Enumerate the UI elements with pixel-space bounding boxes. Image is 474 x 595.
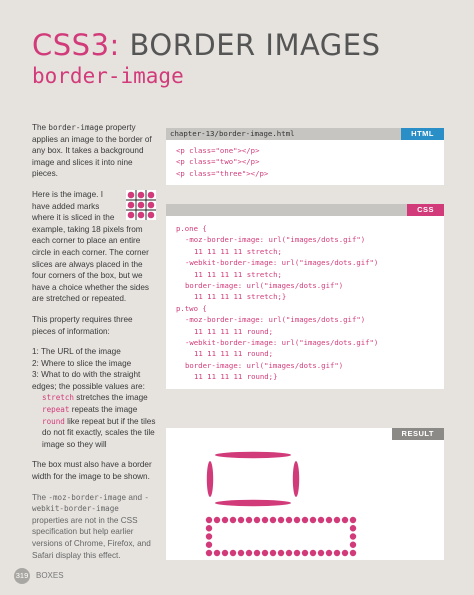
page-title [32, 28, 381, 62]
page-footer [14, 568, 64, 584]
css-code-line: -webkit-border-image: url("images/dots.gif") [185, 258, 379, 268]
css-code-line: p.two { [176, 303, 207, 313]
border-dot [318, 517, 324, 523]
repeat-keyword: repeat [42, 405, 70, 415]
css-code-line: border-image: url("images/dots.gif") [185, 360, 344, 370]
list-item-3: 3: What to do with the straight edges; the possible values are: [32, 370, 145, 391]
border-dot [318, 550, 324, 556]
page-number: 319 [14, 568, 30, 584]
border-dot [302, 517, 308, 523]
round-desc: like repeat but if the tiles do not fit exactly, scales the tile image so they will [42, 416, 156, 449]
border-dot [206, 542, 212, 548]
border-dot [222, 550, 228, 556]
border-dot [238, 517, 244, 523]
css-code-line: -moz-border-image: url("images/dots.gif") [185, 315, 366, 325]
title-accent: CSS3: [32, 28, 120, 62]
page-subtitle: border-image [32, 64, 184, 88]
border-dot [342, 550, 348, 556]
html-code-line: <p class="two"></p> [176, 157, 260, 167]
border-dot [326, 517, 332, 523]
result-panel [166, 428, 444, 560]
border-dot [326, 550, 332, 556]
border-dot [206, 525, 212, 531]
border-dot [278, 517, 284, 523]
border-dot [350, 533, 356, 539]
border-dot [334, 517, 340, 523]
border-dot [286, 517, 292, 523]
dots-slice-image [126, 190, 156, 220]
intro-note [32, 492, 156, 562]
note-b: and [126, 492, 145, 502]
intro-paragraph-1 [32, 122, 156, 180]
value-stretch [32, 393, 148, 402]
html-code-body [166, 140, 444, 185]
title-text: BORDER IMAGES [119, 28, 381, 62]
css-code-line: p.one { [176, 224, 207, 233]
border-dot [278, 550, 284, 556]
border-dot [286, 550, 292, 556]
intro-paragraph-2 [32, 189, 156, 305]
stretch-border-example [207, 452, 299, 506]
intro-text [32, 122, 156, 570]
list-item-2: 2: Where to slice the image [32, 358, 132, 368]
border-dot [350, 517, 356, 523]
border-dot [230, 550, 236, 556]
stretched-right-edge [293, 461, 299, 497]
css-code-line: 11 11 11 11 stretch;} [194, 292, 287, 302]
border-dot [294, 550, 300, 556]
note-code-moz: -moz-border-image [48, 492, 127, 502]
result-panel-header [166, 428, 444, 440]
stretch-keyword: stretch [42, 393, 75, 403]
intro-p1-pre: The [32, 123, 49, 132]
border-dot [350, 550, 356, 556]
border-dot [294, 517, 300, 523]
intro-p1-post: property applies an image to the border of any box. It takes a background image and slices it into nine pieces. [32, 123, 152, 179]
css-tag: CSS [407, 204, 444, 216]
css-code-body [166, 216, 444, 389]
border-dot [214, 550, 220, 556]
note-code-webkit: -webkit-border-image [32, 492, 149, 514]
html-code-line: <p class="one"></p> [176, 146, 260, 155]
repeat-desc: repeats the image [69, 405, 138, 415]
border-dot [262, 550, 268, 556]
intro-p1-code: border-image [48, 123, 104, 132]
value-repeat [32, 405, 137, 414]
css-code-line: 11 11 11 11 round; [194, 326, 274, 336]
html-panel-header [166, 128, 444, 140]
border-dot [206, 533, 212, 539]
css-panel-header [166, 204, 444, 216]
css-code-line: 11 11 11 11 round; [194, 349, 274, 359]
round-border-example [206, 517, 356, 556]
html-code-line: <p class="three"></p> [176, 168, 269, 178]
css-code-line: -webkit-border-image: url("images/dots.gif") [185, 338, 379, 348]
intro-paragraph-4: The box must also have a border width for the image to be shown. [32, 460, 152, 482]
border-dot [350, 525, 356, 531]
border-dot [222, 517, 228, 523]
border-dot [246, 550, 252, 556]
result-preview [166, 440, 444, 560]
value-round [32, 416, 156, 451]
border-dot [254, 517, 260, 523]
border-dot [310, 517, 316, 523]
css-code-line: 11 11 11 11 stretch; [194, 246, 282, 256]
intro-p2-text: Here is the image. I have added marks where it is sliced in the example, taking 18 pixels from each corner to place an entire circle in each corner. The corner slices are always placed in the four corners of the box, but we have a choice whether the sides are stretched or repeated. [32, 189, 149, 304]
border-dot [206, 517, 212, 523]
border-dot [230, 517, 236, 523]
border-dot [350, 542, 356, 548]
stretch-desc: stretches the image [74, 393, 148, 403]
border-dot [334, 550, 340, 556]
section-name: BOXES [36, 571, 64, 580]
css-code-line: 11 11 11 11 round;} [194, 372, 278, 382]
css-code-panel [166, 204, 444, 389]
html-tag: HTML [401, 128, 444, 140]
border-dot [246, 517, 252, 523]
border-dot [206, 550, 212, 556]
html-code-panel [166, 128, 444, 185]
result-tag: RESULT [392, 428, 444, 440]
stretched-top-edge [215, 452, 291, 458]
intro-paragraph-3: This property requires three pieces of information: [32, 314, 133, 336]
round-keyword: round [42, 416, 65, 426]
border-dot [254, 550, 260, 556]
stretched-left-edge [207, 461, 213, 497]
intro-list [32, 346, 156, 450]
page-header [32, 28, 381, 90]
list-item-1: 1: The URL of the image [32, 347, 121, 357]
border-dot [238, 550, 244, 556]
border-dot [310, 550, 316, 556]
border-dot [262, 517, 268, 523]
html-panel-filename: chapter-13/border-image.html [170, 129, 295, 138]
css-code-line: 11 11 11 11 stretch; [194, 269, 282, 279]
border-dot [214, 517, 220, 523]
border-dot [342, 517, 348, 523]
note-a: The [32, 492, 49, 502]
border-dot [270, 517, 276, 523]
border-dot [302, 550, 308, 556]
border-dot [270, 550, 276, 556]
note-c: properties are not in the CSS specification but help earlier versions of Chrome, Firefox, and Safari display this effect. [32, 515, 151, 560]
stretched-bottom-edge [215, 500, 291, 506]
css-code-line: -moz-border-image: url("images/dots.gif") [185, 235, 366, 245]
css-code-line: border-image: url("images/dots.gif") [185, 281, 344, 291]
